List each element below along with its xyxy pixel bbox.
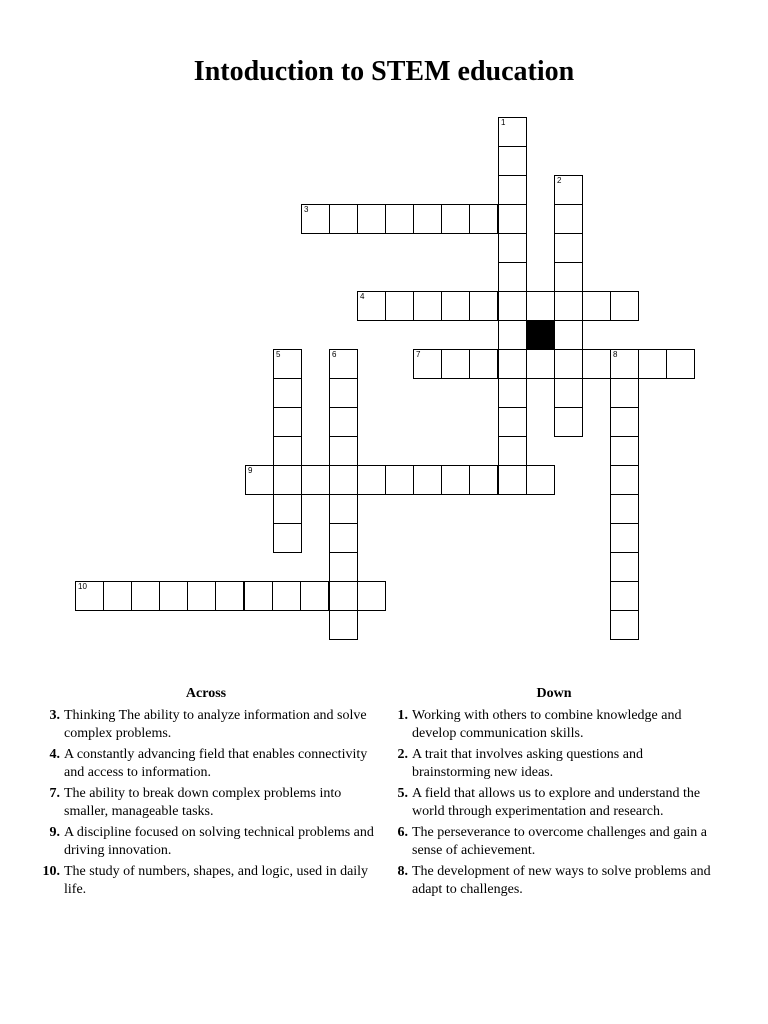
grid-cell[interactable] [357, 581, 386, 611]
clue-number: 3 [304, 205, 309, 214]
grid-cell[interactable] [329, 610, 358, 640]
grid-cell[interactable] [526, 349, 555, 379]
grid-cell[interactable] [498, 436, 527, 466]
grid-cell[interactable] [385, 291, 414, 321]
clue-number: 9 [248, 466, 253, 475]
grid-cell[interactable] [273, 349, 302, 379]
grid-cell[interactable] [469, 291, 498, 321]
grid-cell[interactable] [75, 581, 104, 611]
grid-cell[interactable] [610, 291, 639, 321]
clue-text: The perseverance to overcome challenges and gain a sense of achievement. [412, 825, 708, 858]
page-title: Intoduction to STEM education [193, 56, 575, 87]
down-clue [384, 824, 724, 860]
grid-cell[interactable] [610, 552, 639, 582]
grid-block [526, 320, 555, 350]
grid-cell[interactable] [498, 262, 527, 292]
grid-cell[interactable] [441, 465, 470, 495]
down-clue [384, 863, 724, 899]
grid-cell[interactable] [441, 349, 470, 379]
clue-number: 8 [613, 350, 618, 359]
grid-cell[interactable] [301, 465, 330, 495]
clue-text: A discipline focused on solving technical problems and driving innovation. [64, 825, 374, 858]
grid-cell[interactable] [498, 349, 527, 379]
grid-cell[interactable] [498, 117, 527, 147]
down-clue [384, 707, 724, 743]
grid-cell[interactable] [498, 233, 527, 263]
clue-number: 4 [360, 292, 365, 301]
grid-cell[interactable] [498, 204, 527, 234]
grid-cell[interactable] [554, 204, 583, 234]
grid-cell[interactable] [554, 262, 583, 292]
clue-index: 4. [49, 747, 60, 762]
across-clue [36, 785, 376, 821]
clue-index: 1. [397, 708, 408, 723]
grid-cell[interactable] [498, 175, 527, 205]
grid-cell[interactable] [526, 465, 555, 495]
clue-text: Working with others to combine knowledge and develop communication skills. [412, 708, 682, 741]
grid-cell[interactable] [159, 581, 188, 611]
grid-cell[interactable] [469, 204, 498, 234]
across-clue [36, 863, 376, 899]
grid-cell[interactable] [273, 436, 302, 466]
grid-cell[interactable] [357, 465, 386, 495]
clue-text: The ability to break down complex problems into smaller, manageable tasks. [64, 786, 342, 819]
grid-cell[interactable] [441, 291, 470, 321]
across-clues [36, 685, 376, 902]
grid-cell[interactable] [498, 320, 527, 350]
clue-number: 5 [276, 350, 281, 359]
grid-cell[interactable] [498, 407, 527, 437]
clue-text: The development of new ways to solve problems and adapt to challenges. [412, 864, 711, 897]
down-heading: Down [536, 686, 572, 701]
grid-cell[interactable] [582, 349, 611, 379]
clue-index: 9. [49, 825, 60, 840]
grid-cell[interactable] [329, 523, 358, 553]
grid-cell[interactable] [272, 581, 301, 611]
grid-cell[interactable] [554, 175, 583, 205]
clue-text: The study of numbers, shapes, and logic, used in daily life. [64, 864, 369, 897]
grid-cell[interactable] [244, 581, 273, 611]
grid-cell[interactable] [273, 465, 302, 495]
clue-number: 10 [78, 582, 87, 591]
clue-index: 6. [397, 825, 408, 840]
grid-cell[interactable] [610, 523, 639, 553]
grid-cell[interactable] [498, 291, 527, 321]
across-clue [36, 824, 376, 860]
grid-cell[interactable] [554, 407, 583, 437]
grid-cell[interactable] [413, 204, 442, 234]
clue-index: 7. [49, 786, 60, 801]
grid-cell[interactable] [273, 407, 302, 437]
grid-cell[interactable] [498, 465, 527, 495]
clue-index: 2. [397, 747, 408, 762]
grid-cell[interactable] [413, 291, 442, 321]
grid-cell[interactable] [300, 581, 329, 611]
grid-cell[interactable] [385, 204, 414, 234]
grid-cell[interactable] [610, 610, 639, 640]
clue-index: 10. [42, 864, 60, 879]
clue-index: 3. [49, 708, 60, 723]
grid-cell[interactable] [610, 436, 639, 466]
grid-cell[interactable] [610, 378, 639, 408]
grid-cell[interactable] [103, 581, 132, 611]
clue-number: 7 [416, 350, 421, 359]
grid-cell[interactable] [329, 465, 358, 495]
grid-cell[interactable] [554, 320, 583, 350]
grid-cell[interactable] [554, 378, 583, 408]
clue-index: 5. [397, 786, 408, 801]
grid-cell[interactable] [131, 581, 160, 611]
across-clue [36, 746, 376, 782]
clue-text: Thinking The ability to analyze information and solve complex problems. [64, 708, 367, 741]
grid-cell[interactable] [554, 349, 583, 379]
grid-cell[interactable] [329, 494, 358, 524]
grid-cell[interactable] [610, 581, 639, 611]
clue-number: 6 [332, 350, 337, 359]
across-clue [36, 707, 376, 743]
grid-cell[interactable] [554, 291, 583, 321]
grid-cell[interactable] [329, 407, 358, 437]
grid-cell[interactable] [329, 552, 358, 582]
grid-cell[interactable] [413, 465, 442, 495]
grid-cell[interactable] [273, 494, 302, 524]
grid-cell[interactable] [638, 349, 667, 379]
grid-cell[interactable] [329, 581, 358, 611]
grid-cell[interactable] [215, 581, 244, 611]
grid-cell[interactable] [610, 407, 639, 437]
clue-text: A constantly advancing field that enables connectivity and access to information. [64, 747, 368, 780]
grid-cell[interactable] [329, 436, 358, 466]
grid-cell[interactable] [498, 378, 527, 408]
down-clue [384, 785, 724, 821]
grid-cell[interactable] [187, 581, 216, 611]
grid-cell[interactable] [273, 523, 302, 553]
grid-cell[interactable] [413, 349, 442, 379]
grid-cell[interactable] [469, 349, 498, 379]
grid-cell[interactable] [273, 378, 302, 408]
grid-cell[interactable] [610, 349, 639, 379]
grid-cell[interactable] [554, 233, 583, 263]
grid-cell[interactable] [329, 378, 358, 408]
grid-cell[interactable] [610, 465, 639, 495]
grid-cell[interactable] [329, 204, 358, 234]
grid-cell[interactable] [357, 291, 386, 321]
across-heading: Across [185, 686, 227, 701]
grid-cell[interactable] [469, 465, 498, 495]
grid-cell[interactable] [385, 465, 414, 495]
down-clues [384, 685, 724, 902]
grid-cell[interactable] [357, 204, 386, 234]
clue-text: A field that allows us to explore and understand the world through experimentation and research. [412, 786, 701, 819]
grid-cell[interactable] [441, 204, 470, 234]
grid-cell[interactable] [582, 291, 611, 321]
grid-cell[interactable] [329, 349, 358, 379]
grid-cell[interactable] [610, 494, 639, 524]
clue-text: A trait that involves asking questions and brainstorming new ideas. [412, 747, 643, 780]
down-clue [384, 746, 724, 782]
clue-index: 8. [397, 864, 408, 879]
clue-number: 1 [501, 118, 506, 127]
grid-cell[interactable] [498, 146, 527, 176]
grid-cell[interactable] [666, 349, 695, 379]
grid-cell[interactable] [526, 291, 555, 321]
clue-number: 2 [557, 176, 562, 185]
grid-cell[interactable] [301, 204, 330, 234]
grid-cell[interactable] [245, 465, 274, 495]
